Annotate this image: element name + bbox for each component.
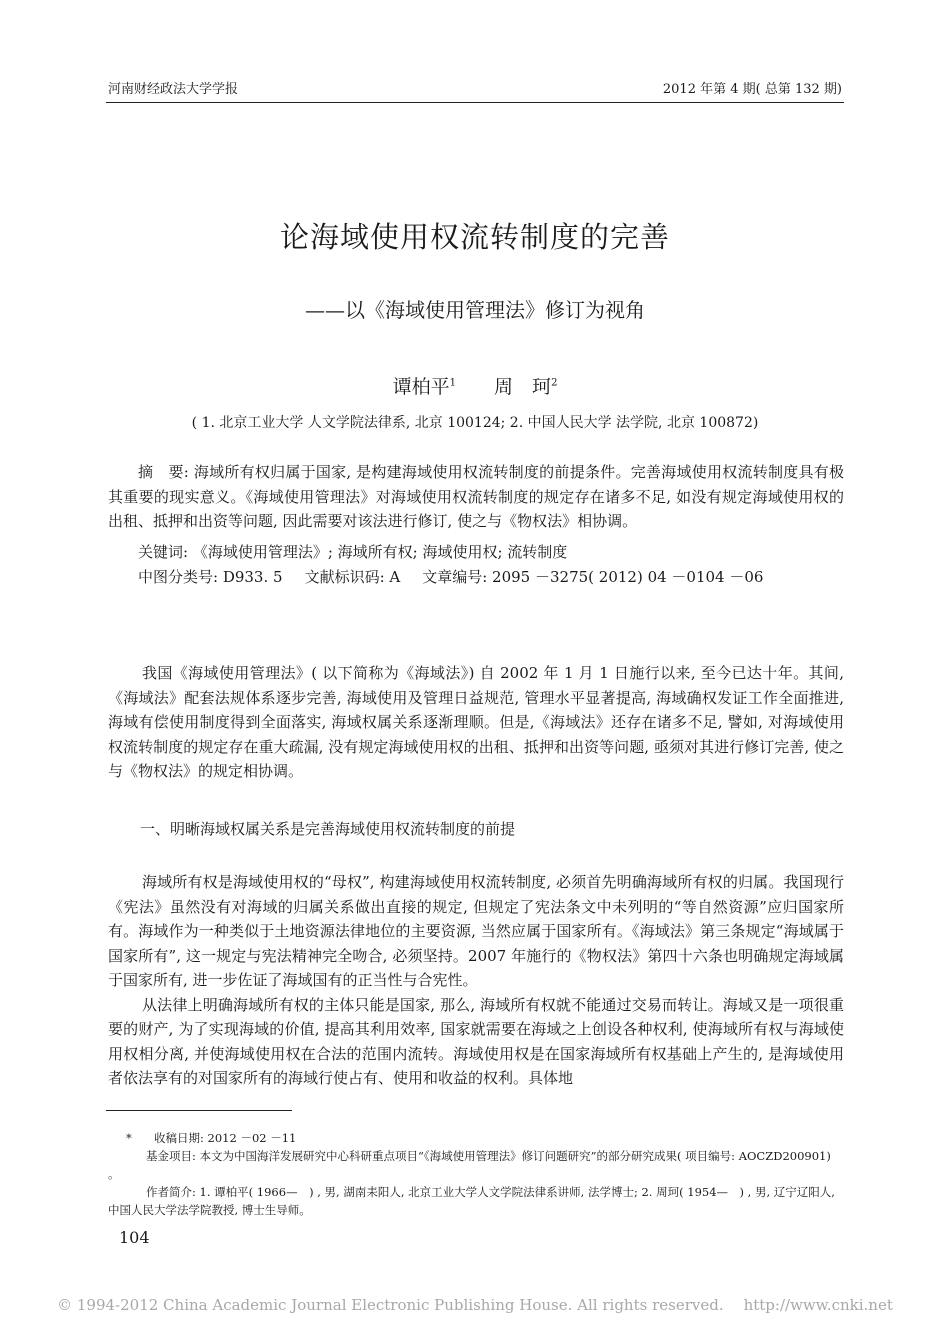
journal-name: 河南财经政法大学学报: [108, 82, 239, 97]
classification-line: [138, 565, 844, 590]
page-number: 104: [119, 1228, 150, 1247]
footnote-received: * 收稿日期: 2012 －02 －11: [108, 1130, 844, 1148]
article-subtitle: ——以《海域使用管理法》修订为视角: [305, 298, 645, 322]
footnote-divider: [106, 1110, 292, 1111]
footnote-mark: *: [126, 1131, 132, 1145]
author-affil-mark: 2: [551, 377, 558, 389]
body-paragraph: 海域所有权是海域使用权的“母权”, 构建海域使用权流转制度, 必须首先明确海域所有权的归属。我国现行《宪法》虽然没有对海域的归属关系做出直接的规定, 但规定了宪法条文中未列明的“等自然资源”应归国家所有。海域作为一种类似于土地资源法律地位的主要资源, 当然应属于国家所有。《海域法》第三条规定“海域属于国家所有”, 这一规定与宪法精神完全吻合, 必须坚持。2007 年施行的《物权法》第四十六条也明确规定海域属于国家所有, 进一步佐证了海域国有的正当性与合宪性。: [108, 873, 844, 989]
copyright-text: © 1994-2012 China Academic Journal Electronic Publishing House. All rights reserved.: [57, 1296, 724, 1314]
article-number: 文章编号: 2095 －3275( 2012) 04 －0104 －06: [422, 568, 764, 586]
keywords: 关键词: 《海域使用管理法》; 海域所有权; 海域使用权; 流转制度: [138, 543, 568, 561]
footnote-bio: 作者简介: 1. 谭柏平( 1966— ) , 男, 湖南耒阳人, 北京工业大学人文学院法律系讲师, 法学博士; 2. 周珂( 1954— ) , 男, 辽宁辽阳人, 中国人民大学法学院教授, 博士生导师。: [108, 1185, 835, 1217]
intro-section: [108, 661, 844, 784]
section-body: [108, 870, 844, 1091]
body-paragraph: 从法律上明确海域所有权的主体只能是国家, 那么, 海域所有权就不能通过交易而转让。海域又是一项很重要的财产, 为了实现海域的价值, 提高其利用效率, 国家就需要在海域之上创设各种权利, 使海域所有权与海域使用权相分离, 并使海域使用权在合法的范围内流转。海域使用权是在国家海域所有权基础上产生的, 是海域使用者依法享有的对国家所有的海域行使占有、使用和收益的权利。具体地: [108, 995, 844, 1087]
cnki-link[interactable]: http://www.cnki.net: [743, 1296, 893, 1314]
author-name: 周 珂: [494, 376, 552, 398]
body-paragraph: 我国《海域使用管理法》( 以下简称为《海域法》) 自 2002 年 1 月 1 日施行以来, 至今已达十年。其间,《海域法》配套法规体系逐步完善, 海域使用及管理日益规范, 管理水平显著提高, 海域确权发证工作全面推进, 海域有偿使用制度得到全面落实, 海域权属关系逐渐理顺。但是,《海域法》还存在诸多不足, 譬如, 对海域使用权流转制度的规定存在重大疏漏, 没有规定海域使用权的出租、抵押和出资等问题, 亟须对其进行修订完善, 使之与《物权法》的规定相协调。: [108, 664, 844, 780]
affiliation: ( 1. 北京工业大学 人文学院法律系, 北京 100124; 2. 中国人民大学 法学院, 北京 100872): [191, 415, 759, 431]
header-divider: [106, 102, 844, 103]
copyright-watermark: [0, 1296, 950, 1314]
author-affil-mark: 1: [449, 377, 456, 389]
author-name: 谭柏平: [392, 376, 450, 398]
article-title: 论海域使用权流转制度的完善: [279, 220, 670, 254]
section-heading: 一、明晰海域权属关系是完善海域使用权流转制度的前提: [140, 820, 516, 838]
abstract: 摘 要: 海域所有权归属于国家, 是构建海域使用权流转制度的前提条件。完善海域使用权流转制度具有极其重要的现实意义。《海域使用管理法》对海域使用权流转制度的规定存在诸多不足, 如没有规定海域使用权的出租、抵押和出资等问题, 因此需要对该法进行修订, 使之与《物权法》相协调。: [108, 463, 844, 530]
issue-info: 2012 年第 4 期( 总第 132 期): [662, 82, 842, 97]
author-line: [0, 372, 950, 399]
footnote-fund: 基金项目: 本文为中国海洋发展研究中心科研重点项目“《海域使用管理法》修订问题研究”的部分研究成果( 项目编号: AOCZD200901) 。: [108, 1149, 831, 1181]
clc-number: 中图分类号: D933. 5: [138, 568, 283, 586]
document-code: 文献标识码: A: [304, 568, 401, 586]
